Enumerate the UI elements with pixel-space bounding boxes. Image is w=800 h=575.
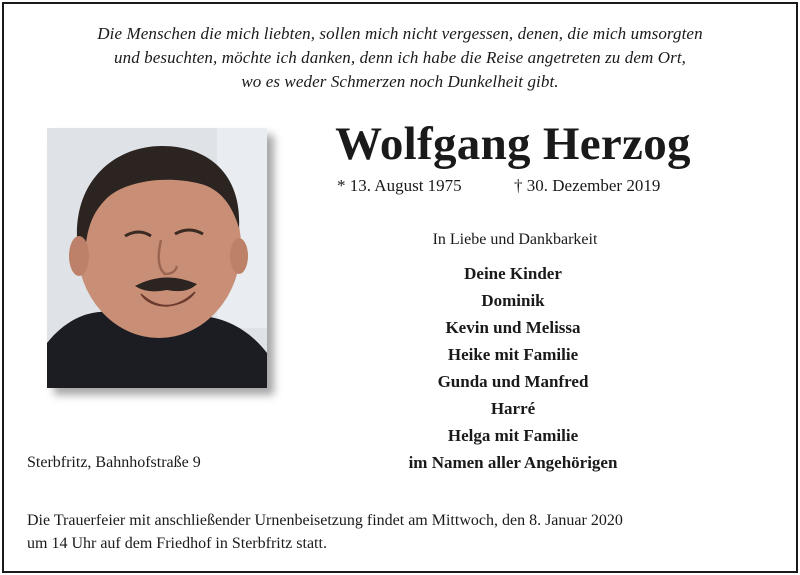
quote-line: und besuchten, möchte ich danken, denn ich habe die Reise angetreten zu dem Ort, (114, 48, 686, 67)
quote-line: wo es weder Schmerzen noch Dunkelheit gibt. (241, 72, 559, 91)
photo-ear (230, 238, 248, 274)
mourner-line: Dominik (481, 291, 545, 310)
funeral-notice-line: Die Trauerfeier mit anschließender Urnenbeisetzung findet am Mittwoch, den 8. Januar 2020 (27, 512, 623, 529)
mourner-line: Gunda und Manfred (437, 372, 589, 391)
death-date: † 30. Dezember 2019 (514, 176, 661, 195)
mourner-line: Heike mit Familie (447, 345, 579, 364)
mourners-list (340, 260, 686, 476)
mourner-line: Deine Kinder (464, 264, 562, 283)
funeral-notice (27, 509, 787, 555)
mourner-line: Harré (490, 399, 536, 418)
memorial-quote (14, 22, 786, 94)
quote-line: Die Menschen die mich liebten, sollen mich nicht vergessen, denen, die mich umsorgten (97, 24, 703, 43)
portrait-photo-icon (47, 128, 267, 388)
mourner-line: Helga mit Familie (447, 426, 579, 445)
photo-ear (69, 236, 89, 276)
funeral-notice-line: um 14 Uhr auf dem Friedhof in Sterbfritz statt. (27, 535, 327, 552)
portrait-photo (47, 128, 267, 388)
dedication-line: In Liebe und Dankbarkeit (432, 231, 598, 248)
deceased-name: Wolfgang Herzog (335, 118, 691, 170)
mourner-line: Kevin und Melissa (445, 318, 581, 337)
family-address: Sterbfritz, Bahnhofstraße 9 (27, 454, 201, 471)
birth-date: * 13. August 1975 (337, 176, 462, 195)
mourner-line: im Namen aller Angehörigen (408, 453, 618, 472)
